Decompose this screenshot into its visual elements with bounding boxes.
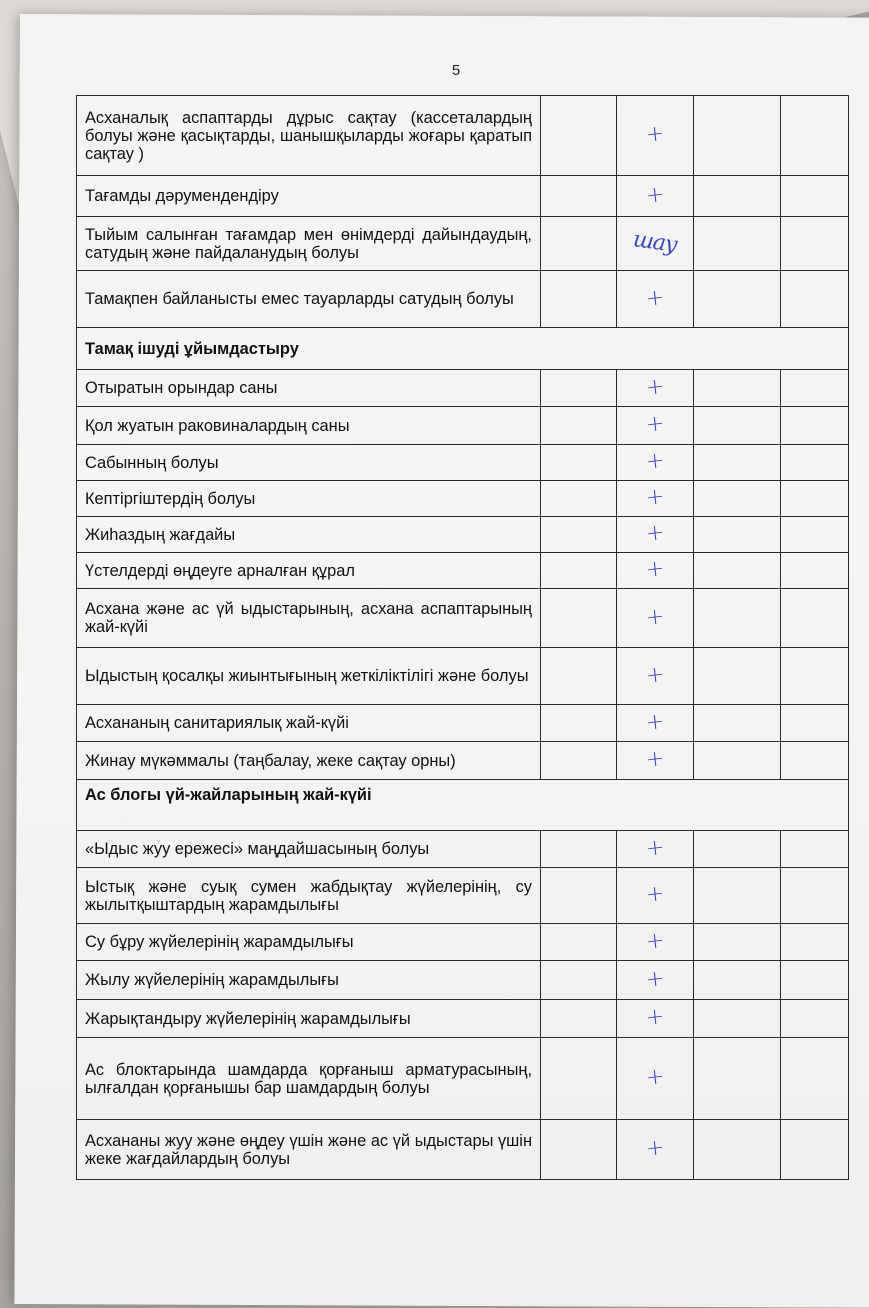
handwritten-mark: + <box>644 284 666 312</box>
handwritten-mark: + <box>644 834 666 862</box>
item-text: «Ыдыс жуу ережесі» маңдайшасының болуы <box>77 831 541 868</box>
item-text: Жиһаздың жағдайы <box>77 517 541 553</box>
table-row <box>77 831 849 868</box>
section-row <box>77 328 849 370</box>
table-row <box>77 648 849 705</box>
section-heading: Ас блогы үй-жайларының жай-күйі <box>77 780 849 831</box>
handwritten-mark: + <box>644 121 666 148</box>
table-row <box>77 445 849 481</box>
table-row <box>77 96 849 176</box>
handwritten-mark: + <box>644 1004 666 1031</box>
item-text: Жылу жүйелерінің жарамдылығы <box>77 961 541 1000</box>
handwritten-mark: + <box>644 484 666 511</box>
table-row <box>77 742 849 780</box>
handwritten-mark: + <box>644 448 666 475</box>
item-text: Сабынның болуы <box>77 445 541 481</box>
item-text: Асхананы жуу және өңдеу үшін және ас үй ыдыстары үшін жеке жағдайлардың болуы <box>77 1120 541 1180</box>
table-row <box>77 924 849 961</box>
item-text: Отыратын орындар саны <box>77 370 541 407</box>
handwritten-mark: + <box>644 1135 666 1162</box>
handwritten-mark: + <box>644 746 666 773</box>
item-text: Жарықтандыру жүйелерінің жарамдылығы <box>77 1000 541 1038</box>
table-row <box>77 961 849 1000</box>
item-text: Қол жуатын раковиналардың саны <box>77 407 541 445</box>
table-row <box>77 868 849 924</box>
table-row <box>77 407 849 445</box>
section-heading: Тамақ ішуді ұйымдастыру <box>77 328 849 370</box>
item-text: Ыдыстың қосалқы жиынтығының жеткіліктілігі және болуы <box>77 648 541 705</box>
table-row <box>77 1120 849 1180</box>
item-text: Асхананың санитариялық жай-күйі <box>77 705 541 742</box>
handwritten-mark: + <box>644 556 666 583</box>
item-text: Ыстық және суық сумен жабдықтау жүйелерінің, су жылытқыштардың жарамдылығы <box>77 868 541 924</box>
item-text: Тамақпен байланысты емес тауарларды сатудың болуы <box>77 271 541 328</box>
item-text: Асханалық аспаптарды дұрыс сақтау (кассеталардың болуы және қасықтарды, шанышқыларды жоғары қаратып сақтау ) <box>77 96 541 176</box>
item-text: Жинау мүкәммалы (таңбалау, жеке сақтау орны) <box>77 742 541 780</box>
table-row <box>77 370 849 407</box>
table-row <box>77 705 849 742</box>
item-text: Асхана және ас үй ыдыстарының, асхана аспаптарының жай-күйі <box>77 589 541 648</box>
table-row <box>77 1038 849 1120</box>
table-row <box>77 1000 849 1038</box>
item-text: Су бұру жүйелерінің жарамдылығы <box>77 924 541 961</box>
handwritten-mark: + <box>644 1064 666 1091</box>
item-text: Үстелдерді өңдеуге арналған құрал <box>77 553 541 589</box>
item-text: Тағамды дәрумендендіру <box>77 176 541 217</box>
handwritten-mark: + <box>644 881 666 908</box>
handwritten-mark: + <box>644 373 666 401</box>
table-row <box>77 553 849 589</box>
table-row <box>77 481 849 517</box>
table-row <box>77 589 849 648</box>
table-row <box>77 176 849 217</box>
handwritten-mark: шау <box>631 227 679 258</box>
handwritten-mark: + <box>644 411 666 438</box>
item-text: Кептіргіштердің болуы <box>77 481 541 517</box>
handwritten-mark: + <box>644 520 666 547</box>
handwritten-mark: + <box>644 661 666 689</box>
table-row <box>77 217 849 271</box>
table-row <box>77 517 849 553</box>
handwritten-mark: + <box>644 708 666 736</box>
handwritten-mark: + <box>644 603 666 631</box>
handwritten-mark: + <box>644 965 666 993</box>
table-row <box>77 271 849 328</box>
page-number: 5 <box>451 62 461 79</box>
section-row <box>77 780 849 831</box>
checklist-table <box>76 95 849 1180</box>
item-text: Тыйым салынған тағамдар мен өнімдерді дайындаудың, сатудың және пайдаланудың болуы <box>77 217 541 271</box>
handwritten-mark: + <box>644 181 666 209</box>
handwritten-mark: + <box>644 927 666 955</box>
item-text: Ас блоктарында шамдарда қорғаныш арматурасының, ылғалдан қорғанышы бар шамдардың болуы <box>77 1038 541 1120</box>
